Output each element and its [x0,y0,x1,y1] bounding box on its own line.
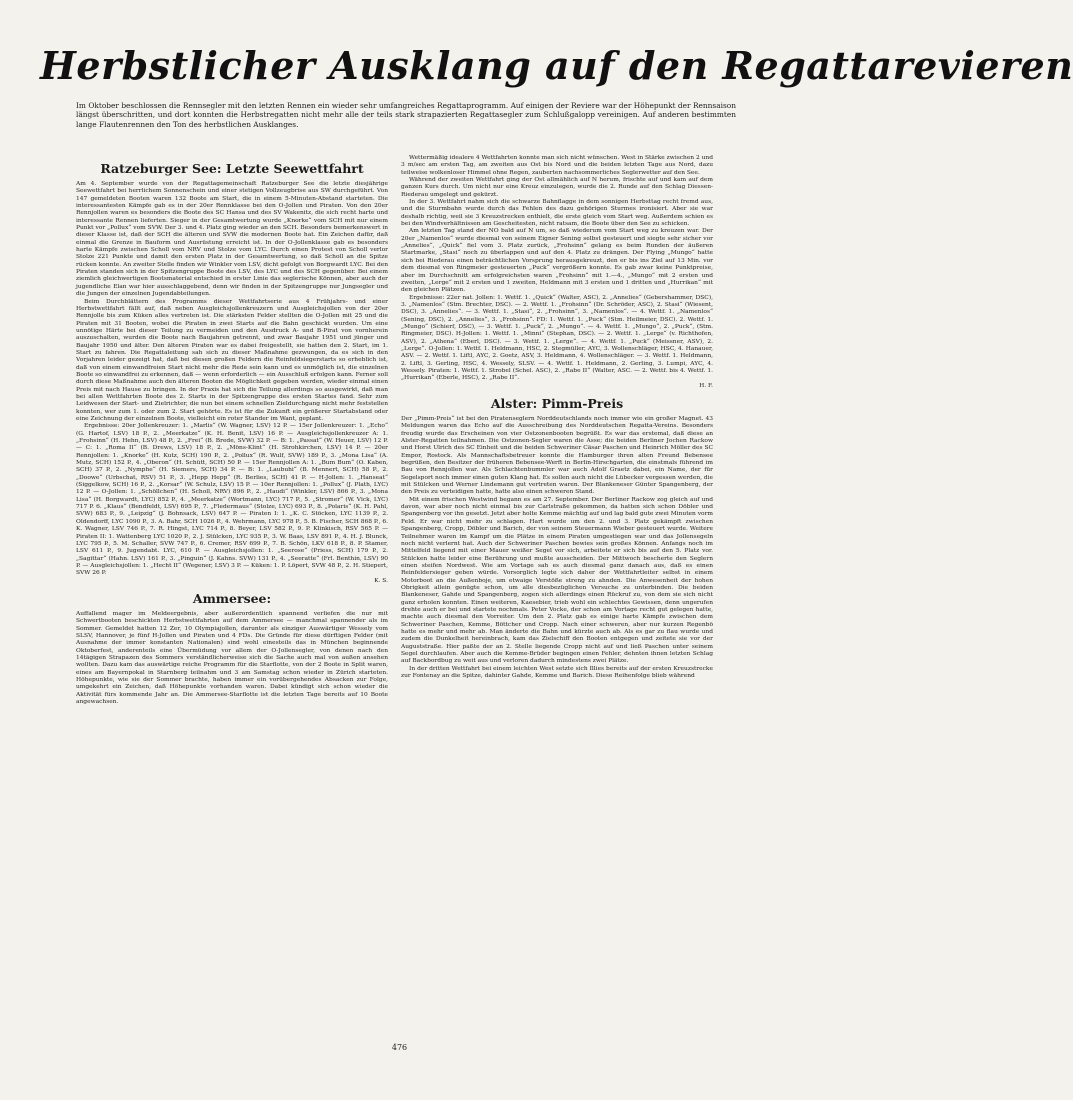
alster-paragraph-2: Mit einem frischen Westwind begann es am 27. September. Der Berliner Rackow zog gleich auf und davon, war aber noch nicht einmal bis zur Carlstraße gekommen, da hatten sich schon Döbler und Spangenberg vor ihn gesetzt. Jetzt aber holte Kemme mächtig auf und lag bald gute zwei Minuten vorm Feld. Er war nicht mehr zu schlagen. Hart wurde um den 2. und 3. Platz gekämpft zwischen Spangenberg, Cropp, Döbler und Barich, der von seinem Steuermann Wieber gesteuert wurde. Weitere Teilnehmer waren im Kampf um die Plätze in einem Piraten umgestiegen war und das Jollensegeln noch nicht verlernt hat. Auch der Schweriner Paschen bewies sein großes Können. Anfangs noch im Mittelfeld liegend mit einer Mauer weißer Segel vor sich, arbeitete er sich bis auf den 5. Platz vor. Stülcken hatte leider eine Berührung und mußte ausscheiden. Der Mittwoch bescherte den Seglern einen steifen Nordwest. Wie am Vortage sah es auch diesmal ganz danach aus, daß es einen Reinfeldersieger geben würde. Vorsorglich legte sich daher der Wettfahrtleiter selbst in einem Motorboot an die Außenboje, um etwaige Verstöße streng zu ahnden. Die Anwesenheit der hohen Obrigkeit allein genügte schon, um alle diesbezüglichen Versuche zu unterbinden. Die beiden Blankeneser, Gahde und Spangenberg, zogen sich allerdings einen Rückruf zu, von dem sie sich nicht ganz erholen konnten. Einen weiteren, Kaesebier, trieb wohl ein schlechtes Gewissen, denn ungerufen drehte auch er bei und startete nochmals. Peter Vocke, der schon am Vortage recht gut gelegen hatte, machte auch diesmal den Vorreiter. Um den 2. Platz gab es einige harte Kämpfe zwischen dem Schweriner Paschen, Kemme, Böttcher und Cropp. Nach einer schweren, aber nur kurzen Regenbö hatte es mehr und mehr ab. Man änderte die Bahn und kürzte auch ab. Als es gar zu flau wurde und zudem die Dunkelheit hereinbrach, kam das Zielschiff den Booten entgegen und zeitete sie vor der Auguststraße. Hier paßte der an 2. Stelle liegende Cropp nicht auf und ließ Paschen unter seinem Segel durchlaufen. Aber auch die Kemme-Brüder begingen einen Fehler, dehnten ihnen letzten Schlag auf Backbordbug zu weit aus und verloren dadurch mindestens zwei Plätze. [401,496,713,665]
section-title-ratzeburg: Ratzeburger See: Letzte Seewettfahrt [100,161,364,176]
ratzeburg-paragraph-2: Beim Durchblättern des Programms dieser Wettfahrtserie aus 4 Frühjahrs- und einer Herbstwettfahrt fällt auf, daß neben Ausgleichsjollenkreuzern und Ausgleichsjollen von der 20er Rennjolle bis zum Küken alles vertreten ist. Die stärksten Felder stellten die O-Jollen mit 25 und die Piraten mit 31 Booten, wobei die Piraten in zwei Starts auf die Bahn geschickt wurden. Um eine unnötige Härte bei dieser Teilung zu vermeiden und den Ausdruck A- und B-Pirat von vornherein auszuschalten, wurden die Boote nach Baujahren getrennt, und zwar Baujahr 1951 und jünger und Baujahr 1950 und älter. Den älteren Piraten war es dabei freigestellt, sie hatten den 2. Start, im 1. Start zu fahren. Die Regattaleitung sah sich zu dieser Maßnahme gezwungen, da es sich in den Vorjahren leider gezeigt hat, daß bei diesen großen Feldern die Reinfeldsiegerstarts so erheblich ist, daß von einem einwandfreien Start nicht mehr die Rede sein kann und es unmöglich ist, die einzelnen Boote so einwandfrei zu erkennen, daß — wenn erforderlich — ein Ausschluß erfolgen kann. Ferner soll durch diese Maßnahme auch den älteren Booten die Möglichkeit gegeben werden, wieder einmal einen Preis mit nach Hause zu bringen. In der Praxis hat sich die Teilung allerdings so ausgewirkt, daß man bei allen Wettfahrten Boote des 2. Starts in der Spitzengruppe des ersten Startes fand. Sehr zum Leidwesen der Start- und Zielrichter, die nun bei einem schnellen Zieldurchgang nicht mehr feststellen konnten, wer zum 1. oder zum 2. Start gehörte. Es ist für die Zukunft ein größerer Startabstand oder eine Zeichnung der einzelnen Boote, vielleicht ein roter Stander im Want, geplant. [76,298,388,422]
intro-paragraph [76,101,736,129]
ammersee-paragraph-5: Am letzten Tag stand der NO bald auf N um, so daß wiederum vom Start weg zu kreuzen war. Der 20er „Namenlos“ wurde diesmal von seinem Eigner Sening selbst gesteuert und siegte sehr sicher vor „Annelies“, „Quick“ fiel vom 3. Platz zurück, „Frohsinn“ gelang es beim Runden der äußeren Startmarke, „Stasi“ noch zu überlappen und auf den 4. Platz zu drängen. Der Flying „Mungo“ hatte sich bei Riederau einen beträchtlichen Vorsprung herausgekreuzt, den er bis ins Ziel auf 13 Min. vor dem diesmal von Ringmeier gesteuerten „Puck“ vergrößern konnte. Es gab zwar keine Punktpreise, aber im Durchschnitt am erfolgreichsten waren „Frohsinn“ mit 1.—4., „Mungo“ mit 2 ersten und zweiten, „Lerge“ mit 2 ersten und 1 zweiten, Heldmann mit 3 ersten und 1 dritten und „Hurrikan“ mit den gleichen Plätzen. [401,228,713,294]
alster-paragraph-3: In der dritten Wettfahrt bei einem leichten West setzte sich Illies bereits auf der ersten Kreuzstrecke zur Fontenay an die Spitze, dahinter Gahde, Kemme und Barich. Diese Reihenfolge blieb während [401,665,713,680]
page-headline: Herbstlicher Ausklang auf den Regattarevieren [40,43,1073,88]
section-title-alster: Alster: Pimm-Preis [490,396,624,411]
ammersee-paragraph-4: In der 3. Wettfahrt nahm sich die schwarze Bahnflagge in dem sonnigen Herbsttag recht fremd aus, und die Sturmbahn wurde durch das Fehlen des dazu gehörigen Sturmes ironisiert. Aber sie war deshalb richtig, weil sie 3 Kreuzstrecken enthielt, die erste gleich vom Start weg. Außerdem schien es bei den Windverhältnissen am Gescheitesten, nicht ratsam, die Boote über den See zu schicken. [401,199,713,228]
ratzeburg-signature: K. S. [374,577,388,584]
right-column [401,155,713,1040]
ammersee-paragraph-3: Während der zweiten Wettfahrt ging der Ost allmählich auf N herum, frischte auf und kam auf dem ganzen Kurs durch. Um nicht nur eine Kreuz einzulegen, wurde die 2. Runde auf den Schlag Diessen-Riederau umgelegt und gekürzt. [401,177,713,198]
ammersee-signature: H. F. [699,382,713,389]
left-column [76,155,388,1040]
ratzeburg-results: Ergebnisse: 20er Jollenkreuzer: 1. „Marlis“ (W. Wagner, LSV) 12 P. — 15er Jollenkreuzer: 1. „Echo“ (G. Hartof, LSV) 18 P., 2. „Meerkatze“ (K. H. Benit, LSV) 16 P. — Ausgleichsjollenkreuzer A: 1. „Frohsinn“ (H. Hehn, LSV) 48 P., 2. „Frei“ (B. Brede, SVW) 32 P. — B: 1. „Passat“ (W. Heuer, LSV) 12 P. — C: 1. „Roma II“ (B. Drews, LSV) 18 P., 2. „Möns-Klint“ (H. Strohkirchen, LSV) 14 P. — 20er Rennjollen: 1. „Knorke“ (H. Kutz, SCH) 190 P., 2. „Pollux“ (R. Wulf, SVW) 189 P., 3. „Mona Lisa“ (A. Mutz, SCH) 152 P., 4. „Oberon“ (H. Schütt, SCH) 50 P. — 15er Rennjollen A: 1. „Bum Bum“ (O. Kaben, SCH) 37 P., 2. „Nymphe“ (H. Siemers, SCH) 34 P. — B: 1. „Laubuhi“ (B. Mennert, SCH) 58 P., 2. „Doowe“ (Urbschat, RSV) 51 P., 3. „Hepp Hepp“ (R. Berlies, SCH) 41 P. — H-Jollen: 1. „Hanseat“ (Siggelkow, SCH) 16 P., 2. „Korsar“ (W. Schulz, LSV) 15 P. — 10er Rennjollen: 1. „Pollux“ (J. Plath, LYC) 12 P. — O-Jollen: 1. „Schöllchen“ (H. Scholl, NRV) 896 P., 2. „Haudi“ (Winkler, LSV) 866 P., 3. „Mona Lisa“ (H. Borgwardt, LYC) 852 P., 4. „Meerkatze“ (Wortmann, LYC) 717 P., 5. „Stromer“ (W. Vick, LYC) 717 P. 6. „Klaus“ (Bendfeldt, LSV) 695 P., 7. „Fledermaus“ (Stolze, LYC) 693 P., 8. „Polaris“ (K. H. Pahl, SVW) 683 P., 9. „Leipzig“ (J. Bohnsack, LSV) 647 P. — Piraten I: 1. „K. C. Stöcken, LYC 1139 P., 2. Oldendorff, LYC 1090 P., 3. A. Bahr, SCH 1026 P., 4. Wehrmann, LYC 978 P., 5. B. Fischer, SCH 868 P., 6. K. Wagner, LSV 746 P., 7. R. Hingst, LYC 714 P., 8. Beyer, LSV 582 P., 9. P. Klinkisch, RSV 565 P. — Piraten II: 1. Wattenberg LYC 1020 P., 2. J. Stülcken, LYC 935 P., 3. W. Baas, LSV 891 P., 4. H. J. Blunck, LYC 795 P., 5. M. Schaller, SVW 747 P., 6. Cremer, RSV 699 P., 7. B. Schön, LKV 618 P., 8. P. Stamer, LSV 611 P., 9. Jugendabt. LYC, 610 P. — Ausgleichsjollen: 1. „Seerose“ (Priess, SCH) 179 P., 2. „Sagittar“ (Hahn. LSV) 161 P., 3. „Pinguin“ (J. Kahns. SVW) 131 P., 4. „Seeratte“ (Frl. Benthin, LSV) 90 P. — Ausgleichsjollen: 1. „Hecht II“ (Wegener, LSV) 3 P. — Küken: 1. P. Löpert, SVW 48 P., 2. H. Stiepert, SVW 26 P. [76,423,388,577]
section-title-ammersee: Ammersee: [192,590,272,606]
intro-text: Im Oktober beschlossen die Rennsegler mit den letzten Rennen ein wieder sehr umfangreiches Regattaprogramm. Auf einigen der Reviere war der Höhepunkt der Rennsaison längst überschritten, und dort konnten die Herbstregatten nicht mehr alle der teils stark strapazierten Regattasegler zum Schlußgalopp vereinigen. Auf anderen bestimmten lange Flautenrennen den Ton des herbstlichen Ausklanges. [76,101,736,129]
alster-paragraph-1: Der „Pimm-Preis“ ist bei den Piratenseglern Norddeutschlands noch immer wie ein großer Magnet. 43 Meldungen waren das Echo auf die Ausschreibung des Norddeutschen Regatta-Vereins. Besonders freudig wurde das Erscheinen von vier Ostzonenbooten begrüßt. Es war das erstemal, daß diese an Alster-Regatten teilnahmen. Die Ostzonen-Segler waren die Asse; die beiden Berliner Jochen Rackow und Horst Ulrich des SC Einheit und die beiden Schweriner Cäsar Paschen und Heinrich Möller des SC Empor, Rostock. Als Mannschaftsbetreuer konnte die Hamburger ihren alten Freund Bebensee begrüßen, den Besitzer der früheren Bebensee-Werft in Berlin-Hirschgarten, die einstmals führend im Bau von Rennjollen war. Als Schlachtenbummler war auch Adolf Graetz dabei, ein Name, der für Segelsport noch immer einen guten Klang hat. Es sollen auch nicht die Lübecker vergessen werden, die mit Stülcken und Werner Lindemann gut vertreten waren. Der Blankeneser Günter Spangenberg, der den Preis zu verteidigen hatte, hatte also einen schweren Stand. [401,416,713,496]
page-number: 476 [391,1043,408,1052]
ammersee-paragraph-1: Auffallend mager im Meldeergebnis, aber außerordentlich spannend verliefen die nur mit Schwertbooten beschickten Herbstwettfahrten auf dem Ammersee — manchmal spannender als im Sommer. Gemeldet hatten 12 Zer, 10 Olympiajollen, darunter als einziger Auswärtiger Wessely vom SLSV, Hannover, je fünf H-Jollen und Piraten und 4 FDs. Die Gründe für diese dürftigen Felder (mit Ausnahme der immer konstanten Nationalen) sind wohl einesteils das in München beginnende Oktoberfest, anderenteils eine Übermüdung vor allem der O-Jollensegler, von denen nach den 14tägigen Strapazen des Sommers verständlicherweise sich die Sache auch mal von außen ansehen wollten. Dazu kam das auswärtige reiche Programm für die Starflotte, von der 2 Boote in Split waren, eines am Bayernpokal in Starnberg teilnahm und 3 am Samstag schon wieder in Zürich starteten. Höhepunkte, wie sie der Sommer brachte, haben immer ein vorübergehendes Absacken zur Folge, umgekehrt ein Zeichen, daß Höhepunkte vorhanden waren. Dabei kündigt sich schon wieder die Aktivität fürs kommende Jahr an. Die Ammersee-Starflotte ist die letzten Tage bereits auf 10 Boote angewachsen. [76,610,388,706]
ratzeburg-paragraph-1: Am 4. September wurde von der Regattagemeinschaft Ratzeburger See die letzte diesjährige Seewettfahrt bei herrlichem Sonnenschein und einer stetigen Vollzeugbrise aus SW durchgeführt. Von 147 gemeldeten Booten waren 132 Boote am Start, die in einem 5-Minuten-Abstand starteten. Die interessantesten Kämpfe gab es in der 20er Rennklasse bei den O-Jollen und Piraten. Von den 20er Rennjollen waren es besonders die Boote des SC Hansa und des SV Wakenitz, die sich recht harte und interessante Rennen lieferten. Sieger in der Gesamtwertung wurde „Knorke“ vom SCH mit nur einem Punkt vor „Pollux“ vom SVW. Der 3. und 4. Platz ging wieder an den SCH. Besonders bemerkenswert in dieser Klasse ist, daß der SCH die älteren und SVW die modernen Boote hat. Ein Zeichen dafür, daß einmal die Grenze in Bauform und Ausrüstung erreicht ist. In der O-Jollenklasse gab es besonders harte Kämpfe zwischen Scholl vom NRV und Stolze vom LYC. Durch einen Protest von Scholl verlor Stolze 221 Punkte und damit den ersten Platz in der Gesamtwertung, so daß Scholl an die Spitze rücken konnte. An zweiter Stelle finden wir Winkler vom LSV, dicht gefolgt von Borgwardt LYC. Bei den Piraten standen sich in der Spitzengruppe Boote des LSV, des LYC und des SCH gegenüber. Bei einem ziemlich gleichwertigen Bootsmaterial entschied in erster Linie das seglerische Können, aber auch der jugendliche Elan war hier ausschlaggebend, denn wir finden in der Spitzengruppe nur Jungsegler und die Jungen der einzelnen Jugendabteilungen. [76,181,388,298]
ammersee-results: Ergebnisse: 22er nat. Jollen: 1. Wettf. 1. „Quick“ (Walter, ASC), 2. „Annelies“ (Gebershammer, DSC), 3. „Namenlos“ (Stm. Brechter, DSC). — 2. Wettf. 1. „Frohsinn“ (Dr. Schröder, ASC), 2. Stasi“ (Wiesent, DSC), 3. „Annelies“. — 3. Wettf. 1. „Stasi“, 2. „Frohsinn“, 3. „Namenlos“. — 4. Wettf. 1. „Namenlos“ (Sening, DSC), 2. „Annelies“, 3. „Frohsinn“. FD: 1. Wettf. 1. „Puck“ (Stm. Heilmeier, DSC). 2. Wettf. 1. „Mungo“ (Schierf, DSC), — 3. Wettf. 1. „Puck“, 2. „Mungo“. — 4. Wettf. 1. „Mungo“, 2. „Puck“, (Stm. Ringmeier, DSC). H-Jollen: 1. Wettf. 1. „Minni“ (Stephan, DSC). — 2. Wettf. 1. „Lerge“ (v. Richthofen, ASV), 2. „Athena“ (Eberl, DSC). — 3. Wettf. 1. „Lerge“. — 4. Wettf. 1. „Puck“ (Meissner, ASV), 2. „Lerge“. O-Jollen: 1. Wettf. 1. Heldmann, HSC, 2. Stegmüller, AYC, 3. Wollenschläger, HSC, 4. Hanauer, ASV. — 2. Wettf. 1. Liftl, AYC, 2. Goetz, ASV, 3. Heldmann, 4. Wollenschläger. — 3. Wettf. 1. Heldmann, 2. Liftl, 3. Gerling, HSC, 4. Wessely, SLSV. — 4. Wettf. 1. Heldmann, 2. Gerling, 3. Lumpi, AYC, 4. Wessely. Piraten: 1. Wettf. 1. Strobel (Schel. ASC), 2. „Rabe II“ (Walter, ASC. — 2. Wettf. bis 4. Wettf. 1. „Hurrikan“ (Eberle, HSC), 2. „Rabe II“. [401,294,713,382]
ammersee-paragraph-2: Wettermäßig idealere 4 Wettfahrten konnte man sich nicht wünschen. West in Stärke zwischen 2 und 3 m/sec am ersten Tag, am zweiten aus Ost bis Nord und die beiden letzten Tage aus Nord, dazu teilweise wolkenloser Himmel ohne Regen, zauberten nachsommerliches Seglerwetter auf den See. [401,155,713,176]
